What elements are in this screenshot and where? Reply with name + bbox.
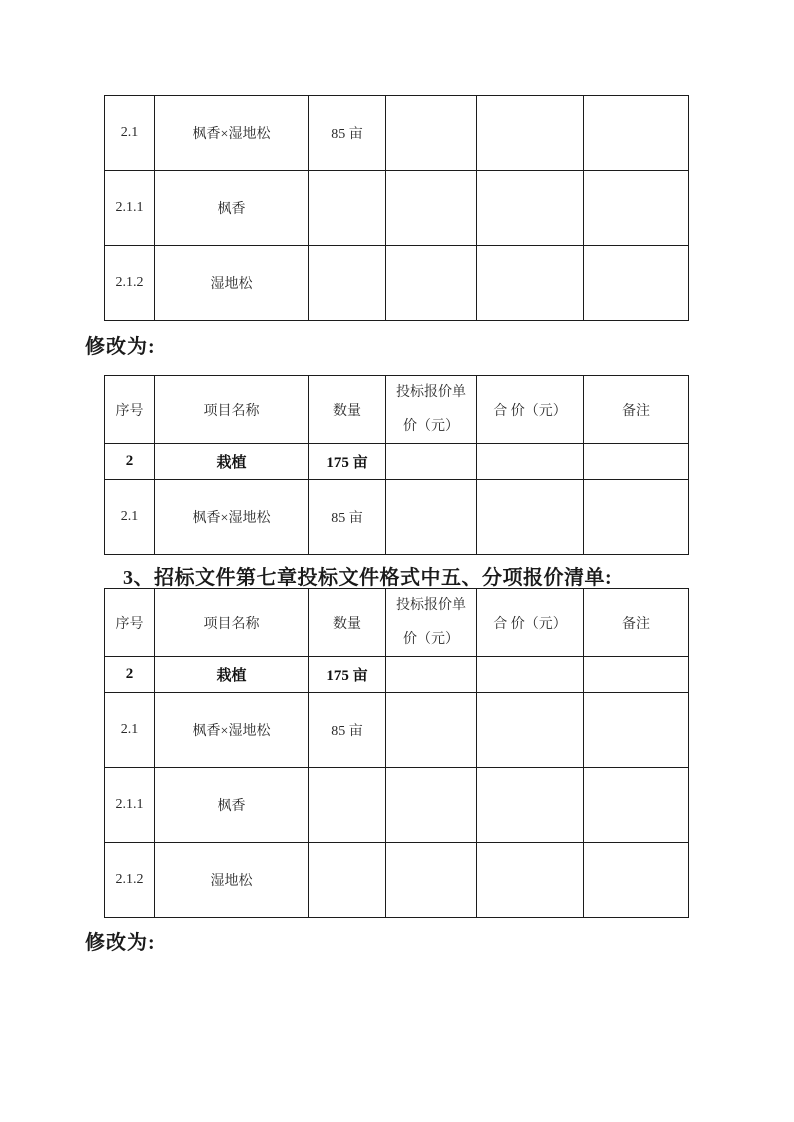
cell-name: 栽植 [155,444,309,480]
cell-unit-price [386,657,477,693]
cell-total-price [477,171,584,246]
header-unit-price-line2: 价（元） [403,418,459,434]
cell-name: 湿地松 [155,246,309,321]
cell-remark [584,480,689,555]
cell-seq: 2.1.1 [105,171,155,246]
cell-total-price [477,444,584,480]
table-row [105,480,689,555]
header-total-price: 合 价（元） [477,589,584,657]
header-unit-price [386,376,477,444]
cell-unit-price [386,843,477,918]
modify-to-label-1: 修改为: [85,336,156,358]
cell-name: 枫香×湿地松 [155,480,309,555]
cell-seq: 2.1 [105,96,155,171]
table-row [105,843,689,918]
header-unit-price-line1: 投标报价单 [396,385,466,400]
cell-qty [309,843,386,918]
summary-row [105,444,689,480]
original-price-table [104,95,689,321]
cell-unit-price [386,480,477,555]
cell-total-price [477,768,584,843]
cell-remark [584,444,689,480]
header-unit-price [386,589,477,657]
cell-total-price [477,693,584,768]
cell-qty [309,246,386,321]
cell-unit-price [386,693,477,768]
cell-seq: 2 [105,657,155,693]
cell-seq: 2 [105,444,155,480]
cell-unit-price [386,246,477,321]
cell-name: 湿地松 [155,843,309,918]
cell-total-price [477,480,584,555]
cell-name: 枫香 [155,171,309,246]
cell-seq: 2.1.2 [105,843,155,918]
cell-total-price [477,657,584,693]
cell-name: 枫香 [155,768,309,843]
cell-qty [309,768,386,843]
cell-remark [584,693,689,768]
table-row [105,96,689,171]
modify-to-label-2: 修改为: [85,932,156,954]
cell-unit-price [386,768,477,843]
cell-remark [584,657,689,693]
table-row [105,693,689,768]
cell-qty [309,171,386,246]
table-header-row [105,589,689,657]
cell-seq: 2.1 [105,480,155,555]
cell-unit-price [386,96,477,171]
header-seq: 序号 [105,589,155,657]
table-row [105,246,689,321]
cell-qty: 175 亩 [309,657,386,693]
cell-qty: 85 亩 [309,693,386,768]
cell-total-price [477,246,584,321]
cell-unit-price [386,171,477,246]
cell-remark [584,171,689,246]
cell-total-price [477,843,584,918]
header-unit-price-line2: 价（元） [403,631,459,647]
table-header-row [105,376,689,444]
cell-unit-price [386,444,477,480]
table-row [105,171,689,246]
revised-price-table [104,375,689,555]
cell-name: 枫香×湿地松 [155,693,309,768]
section-3-heading: 3、招标文件第七章投标文件格式中五、分项报价清单: [123,567,613,589]
itemized-quotation-table [104,588,689,918]
header-unit-price-line1: 投标报价单 [396,598,466,613]
header-qty: 数量 [309,376,386,444]
header-name: 项目名称 [155,589,309,657]
cell-seq: 2.1.1 [105,768,155,843]
cell-total-price [477,96,584,171]
header-remark: 备注 [584,589,689,657]
cell-qty: 175 亩 [309,444,386,480]
cell-remark [584,96,689,171]
cell-seq: 2.1 [105,693,155,768]
header-remark: 备注 [584,376,689,444]
header-total-price: 合 价（元） [477,376,584,444]
cell-remark [584,768,689,843]
header-qty: 数量 [309,589,386,657]
cell-remark [584,843,689,918]
cell-qty: 85 亩 [309,480,386,555]
cell-seq: 2.1.2 [105,246,155,321]
cell-remark [584,246,689,321]
header-seq: 序号 [105,376,155,444]
cell-name: 枫香×湿地松 [155,96,309,171]
cell-name: 栽植 [155,657,309,693]
table-row [105,768,689,843]
cell-qty: 85 亩 [309,96,386,171]
header-name: 项目名称 [155,376,309,444]
summary-row [105,657,689,693]
